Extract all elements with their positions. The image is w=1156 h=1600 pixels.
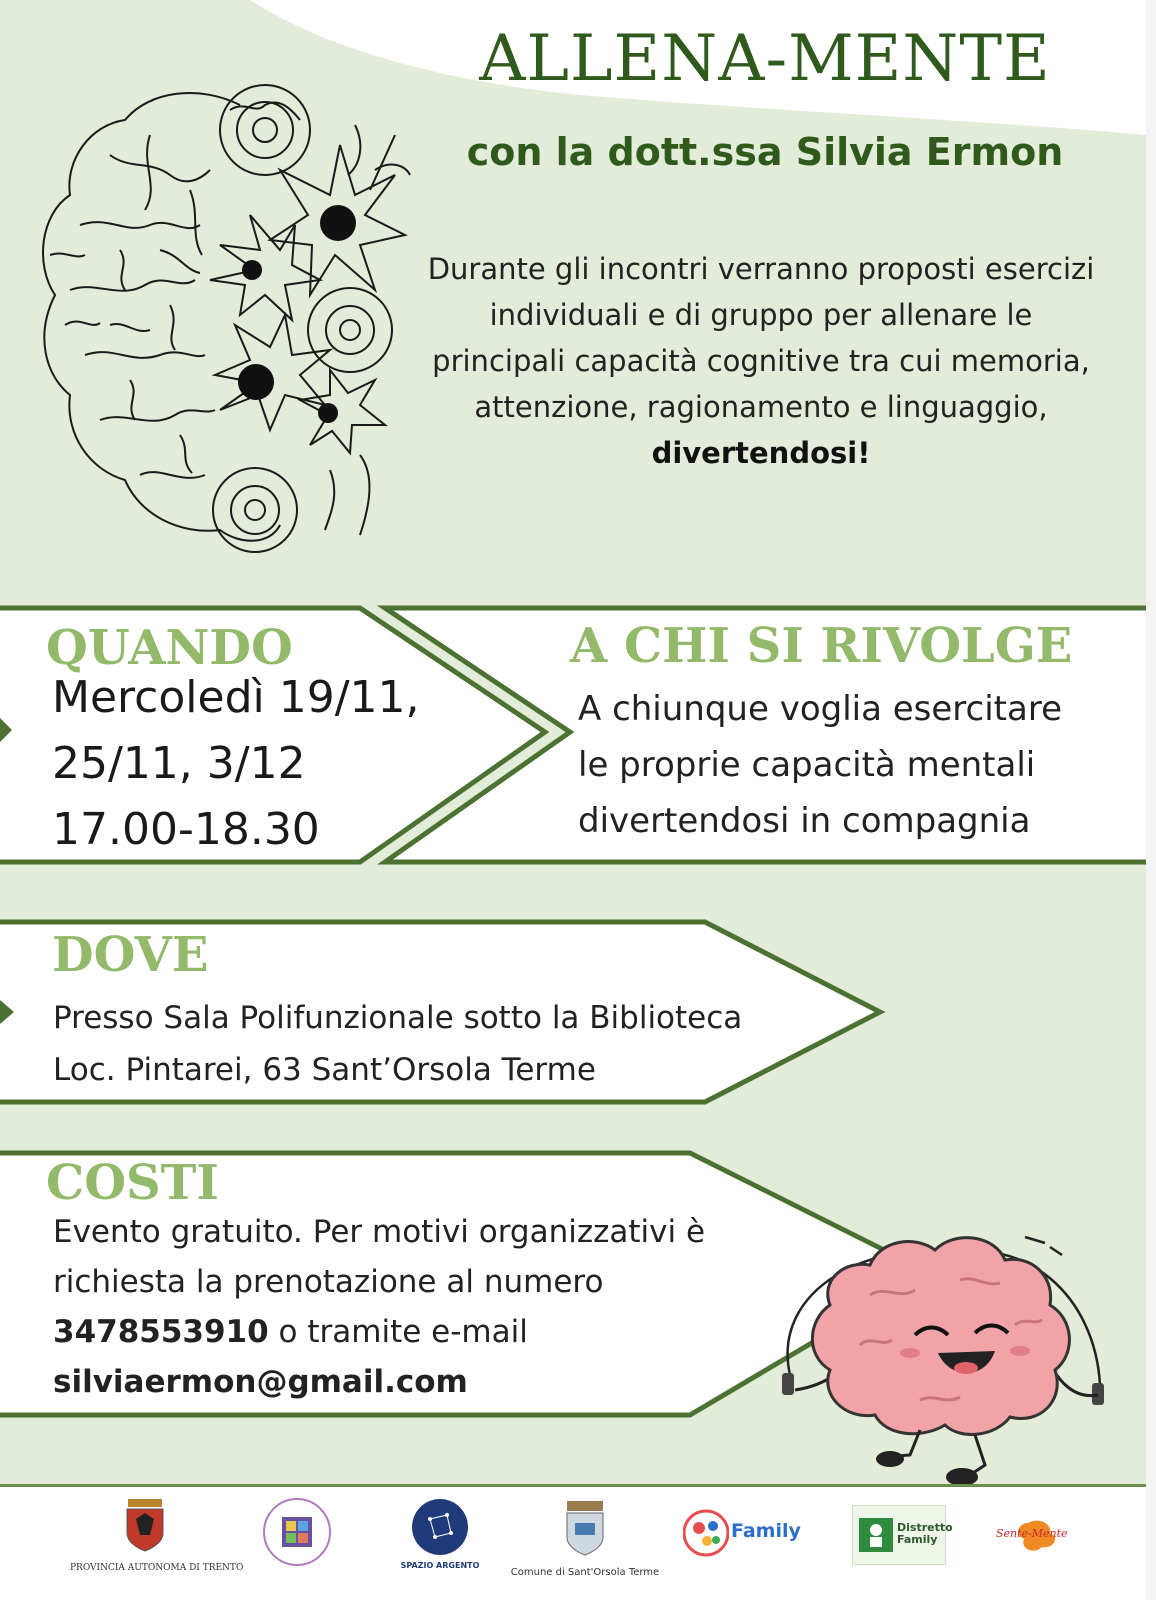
description-line: individuali e di gruppo per allenare le (489, 298, 1033, 332)
dove-details (53, 992, 742, 1096)
description-line: principali capacità cognitive tra cui memoria, (432, 344, 1090, 378)
comunita-valsugana-logo (262, 1497, 332, 1567)
chi-line: divertendosi in compagnia (578, 801, 1031, 841)
footer-divider (0, 1484, 1146, 1487)
costi-line: Evento gratuito. Per motivi organizzativi è (53, 1214, 706, 1250)
description-emphasis: divertendosi! (651, 436, 871, 470)
phone-number: 3478553910 (53, 1314, 269, 1350)
right-edge (1146, 0, 1156, 1600)
distretto-family-logo: Distretto Family (852, 1505, 946, 1565)
costi-line-suffix: o tramite e-mail (268, 1314, 528, 1350)
brain-flowers-illustration (30, 75, 420, 555)
jumping-brain-mascot (770, 1225, 1110, 1490)
costi-line: richiesta la prenotazione al numero (53, 1264, 604, 1300)
quando-line: 25/11, 3/12 (52, 738, 306, 789)
chi-line: A chiunque voglia esercitare (578, 689, 1062, 729)
comune-santorsola-logo: Comune di Sant'Orsola Terme (505, 1497, 665, 1582)
provincia-trento-logo: PROVINCIA AUTONOMA DI TRENTO (70, 1495, 220, 1575)
quando-heading: QUANDO (46, 620, 293, 676)
quando-line: 17.00-18.30 (52, 804, 320, 855)
spazio-argento-logo: SPAZIO ARGENTO (395, 1497, 485, 1582)
family-trentino-logo: Family (683, 1508, 793, 1568)
page-title: ALLENA-MENTE (479, 22, 1051, 96)
sente-mente-logo: Sente-Mente (990, 1515, 1080, 1555)
dove-heading: DOVE (52, 927, 209, 983)
chi-details (578, 681, 1062, 849)
quando-line: Mercoledì 19/11, (52, 672, 420, 723)
costi-line (53, 1307, 705, 1357)
page-subtitle: con la dott.ssa Silvia Ermon (466, 130, 1064, 174)
email-address: silviaermon@gmail.com (53, 1364, 468, 1400)
description-line: Durante gli incontri verranno proposti esercizi (427, 252, 1095, 286)
costi-heading: COSTI (46, 1155, 219, 1211)
chi-line: le proprie capacità mentali (578, 745, 1036, 785)
dove-line: Loc. Pintarei, 63 Sant’Orsola Terme (53, 1052, 596, 1088)
costi-details (53, 1207, 705, 1407)
description-line: attenzione, ragionamento e linguaggio, (474, 390, 1048, 424)
description (396, 246, 1126, 476)
chi-heading: A CHI SI RIVOLGE (570, 618, 1073, 674)
dove-line: Presso Sala Polifunzionale sotto la Biblioteca (53, 1000, 743, 1036)
quando-details (52, 665, 420, 863)
